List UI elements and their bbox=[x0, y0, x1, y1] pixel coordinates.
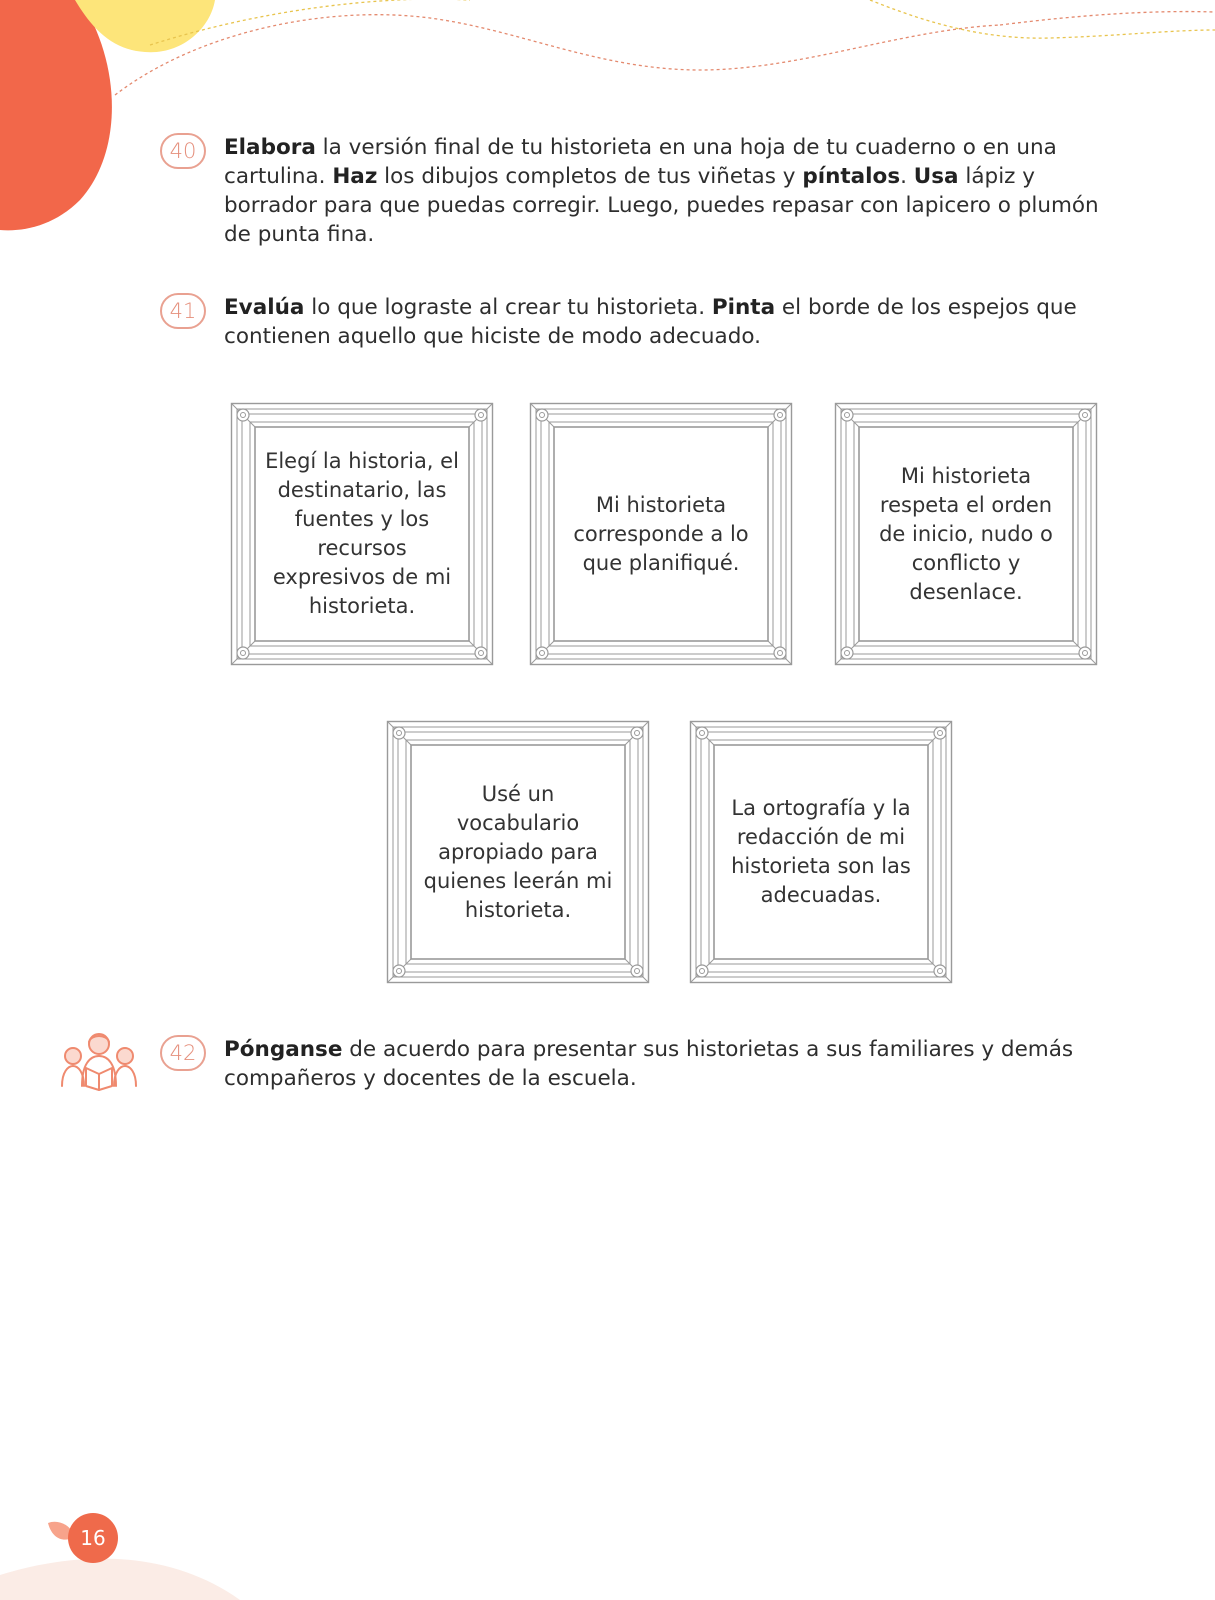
instruction-verb: Haz bbox=[332, 164, 378, 189]
bottom-decoration bbox=[0, 1545, 1215, 1600]
instruction-verb: Elabora bbox=[224, 135, 316, 160]
instruction-text: lápiz y borrador para que puedas corregir. Luego, puedes repasar con lapicero o plumón de punta fina. bbox=[224, 164, 1099, 247]
mirror-frame[interactable] bbox=[230, 402, 494, 666]
activity-instruction bbox=[224, 293, 1100, 351]
instruction-text: de acuerdo para presentar sus historietas a sus familiares y demás compañeros y docentes de la escuela. bbox=[224, 1037, 1074, 1091]
activity-40 bbox=[160, 133, 1100, 249]
instruction-verb: píntalos bbox=[802, 164, 901, 189]
activity-number-badge: 40 bbox=[160, 133, 206, 169]
instruction-verb: Usa bbox=[913, 164, 959, 189]
instruction-text: los dibujos completos de tus viñetas y bbox=[377, 164, 803, 189]
page-number: 16 bbox=[68, 1513, 118, 1563]
instruction-text: . bbox=[900, 164, 914, 189]
mirror-frame[interactable] bbox=[529, 402, 793, 666]
instruction-verb: Evalúa bbox=[224, 295, 305, 320]
mirror-statement: Mi historieta corresponde a lo que planifiqué. bbox=[573, 492, 749, 575]
instruction-verb: Pinta bbox=[711, 295, 776, 320]
instruction-verb: Pónganse bbox=[224, 1037, 343, 1062]
activity-41 bbox=[160, 293, 1100, 351]
mirror-frame[interactable] bbox=[386, 720, 650, 984]
mirror-statement: Mi historieta respeta el orden de inicio, nudo o conflicto y desenlace. bbox=[879, 463, 1053, 604]
mirror-frame[interactable] bbox=[689, 720, 953, 984]
mirror-statement: Elegí la historia, el destinatario, las fuentes y los recursos expresivos de mi historieta. bbox=[265, 449, 459, 618]
activity-42 bbox=[160, 1035, 1100, 1093]
mirror-statement: La ortografía y la redacción de mi historieta son las adecuadas. bbox=[731, 796, 911, 907]
instruction-text: lo que lograste al crear tu historieta. bbox=[304, 295, 712, 320]
instruction-text: el borde de los espejos que contienen aquello que hiciste de modo adecuado. bbox=[224, 295, 1077, 349]
activity-instruction bbox=[224, 1035, 1100, 1093]
activity-instruction bbox=[224, 133, 1100, 249]
activity-number-badge: 41 bbox=[160, 293, 206, 329]
mirror-statement: Usé un vocabulario apropiado para quienes leerán mi historieta. bbox=[423, 781, 613, 922]
activity-number-badge: 42 bbox=[160, 1035, 206, 1071]
mirror-frame[interactable] bbox=[834, 402, 1098, 666]
instruction-text: la versión final de tu historieta en una hoja de tu cuaderno o en una cartulina. bbox=[224, 135, 1057, 189]
group-reading-icon bbox=[58, 1030, 140, 1092]
